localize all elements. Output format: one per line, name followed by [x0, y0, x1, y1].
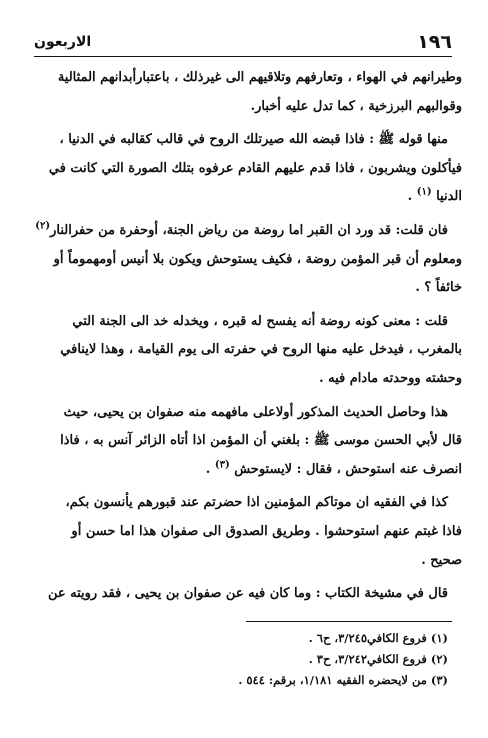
text-line: . — [407, 189, 413, 205]
text-line: قال في مشيخة الكتاب : وما كان فيه عن صفوان بن يحيى ، فقد رويته عن — [47, 586, 448, 602]
paragraph-2 — [28, 126, 462, 212]
footnotes — [60, 628, 448, 691]
paragraph-3 — [28, 217, 462, 303]
footnote-ref-1: (١) — [416, 187, 432, 199]
paragraph-5 — [28, 399, 462, 485]
paragraph-1 — [28, 64, 462, 121]
footnote-2: (٢) فروع الكافي٣/٢٤٢، ح٣ . — [308, 652, 448, 666]
page-header — [34, 30, 452, 57]
footnote-divider — [246, 621, 452, 622]
text-line: فان قلت: قد ورد ان القبر اما روضة من رياض الجنة، أوحفرة من حفرالنار — [50, 222, 448, 238]
text-line: كذا في الفقيه ان موتاكم المؤمنين اذا حضرتم عند قبورهم يأنسون بكم، — [65, 495, 448, 511]
text-line: فيأكلون ويشربون ، فاذا قدم عليهم القادم عرفوه بتلك الصورة التي كانت في — [48, 160, 462, 176]
running-title: الاربعون — [34, 34, 92, 50]
text-line: . — [205, 461, 211, 477]
page-number: ١٩٦ — [417, 31, 452, 53]
paragraph-4 — [28, 308, 462, 394]
footnote-3: (٣) من لايحضره الفقيه ١/١٨١، برقم: ٥٤٤ . — [238, 673, 448, 687]
text-line: ومعلوم أن قبر المؤمن روضة ، فكيف يستوحش ويكون بلا أنيس أومهموماً أو — [53, 251, 462, 267]
text-line: وطيرانهم في الهواء ، وتعارفهم وتلاقيهم الى غيرذلك ، باعتبارأبدانهم المثالية — [57, 70, 462, 85]
text-line: قلت : معنى كونه روضة أنه يفسح له قبره ، ويخدله خد الى الجنة التي — [72, 313, 448, 329]
footnote-1: (١) فروع الكافي٣/٢٤٥، ح٦ . — [308, 631, 448, 645]
text-line: منها قوله ﷺ : فاذا قبضه الله صيرتلك الروح في قالب كقالبه في الدنيا ، — [59, 132, 448, 148]
body-text — [28, 64, 462, 609]
text-line: بالمغرب ، فيدخل عليه منها الروح في حفرته الى يوم القيامة ، وهذا لاينافي — [60, 342, 462, 358]
paragraph-7 — [28, 580, 462, 609]
paragraph-6 — [28, 489, 462, 575]
text-line: فاذا غبتم عنهم استوحشوا . وطريق الصدوق الى صفوان هذا اما حسن أو — [71, 523, 462, 539]
text-line: وحشته ووحدته مادام فيه . — [319, 370, 462, 386]
footnote-ref-3: (٣) — [214, 459, 230, 471]
text-line: هذا وحاصل الحديث المذكور أولاعلى مافهمه منه صفوان بن يحيى، حيث — [63, 404, 448, 420]
text-line: صحيح . — [421, 552, 462, 568]
text-line: خائفاً ؟ . — [415, 280, 462, 296]
footnote-ref-2: (٢) — [35, 220, 51, 232]
text-line: الدنيا — [436, 189, 462, 205]
text-line: وقوالبهم البرزخية ، كما تدل عليه أخبار. — [250, 98, 462, 114]
text-line: انصرف عنه استوحش ، فقال : لايستوحش — [234, 461, 462, 477]
text-line: قال لأبي الحسن موسى ﷺ : بلغني أن المؤمن اذا أتاه الزائر آنس به ، فاذا — [60, 433, 462, 449]
